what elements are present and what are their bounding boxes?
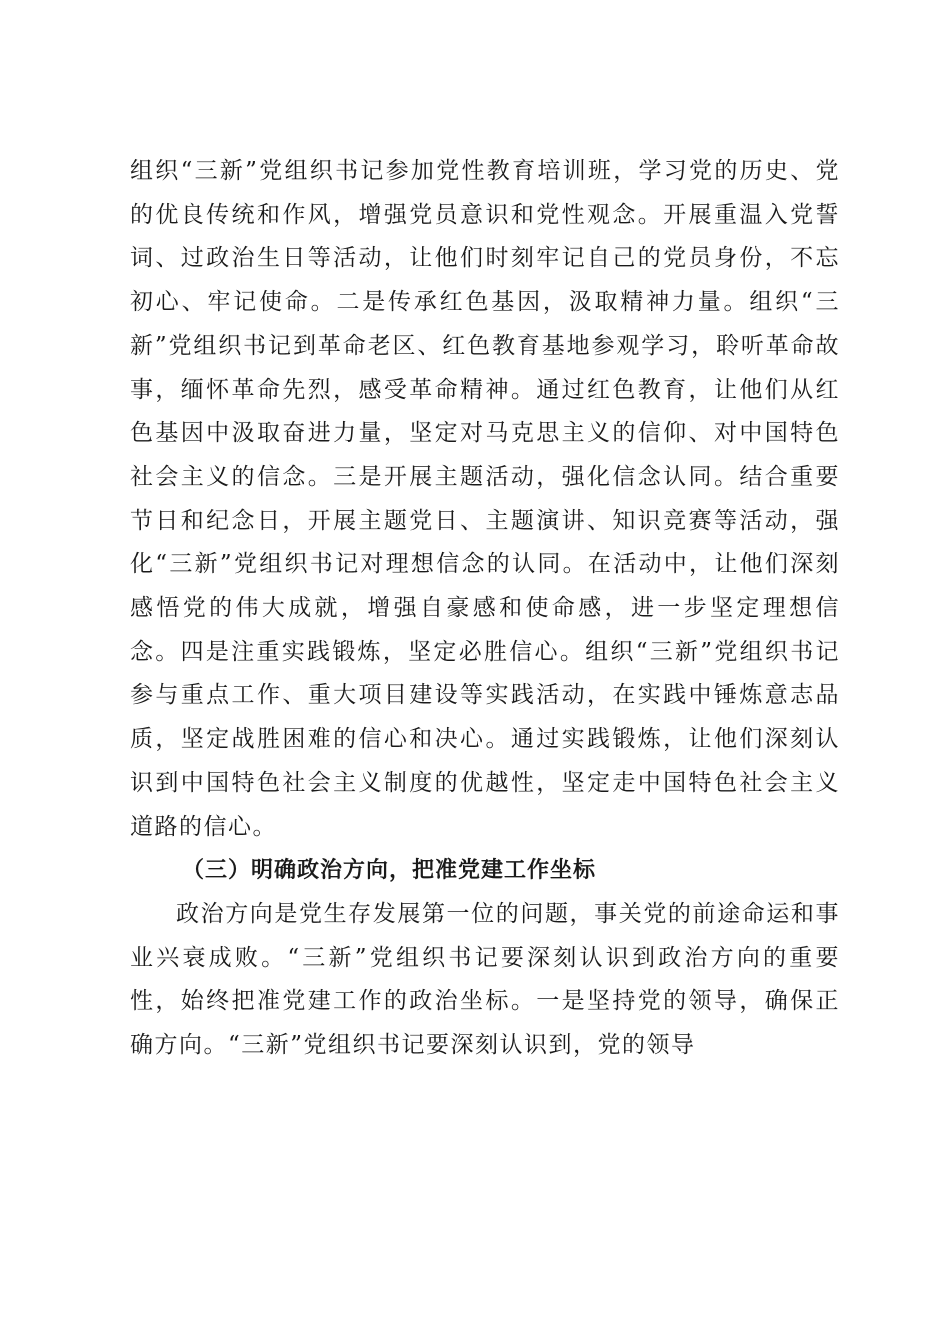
body-paragraph: 政治方向是党生存发展第一位的问题，事关党的前途命运和事业兴衰成败。“三新”党组织书记要深刻认识到政治方向的重要性，始终把准党建工作的政治坐标。一是坚持党的领导，确保正确方向。“三新”党组织书记要深刻认识到，党的领导 <box>130 900 840 1059</box>
document-body <box>130 150 840 1068</box>
section-heading: （三）明确政治方向，把准党建工作坐标 <box>182 858 597 884</box>
body-paragraph-continued: 组织“三新”党组织书记参加党性教育培训班，学习党的历史、党的优良传统和作风，增强党员意识和党性观念。开展重温入党誓词、过政治生日等活动，让他们时刻牢记自己的党员身份，不忘初心、牢记使命。二是传承红色基因，汲取精神力量。组织“三新”党组织书记到革命老区、红色教育基地参观学习，聆听革命故事，缅怀革命先烈，感受革命精神。通过红色教育，让他们从红色基因中汲取奋进力量，坚定对马克思主义的信仰、对中国特色社会主义的信念。三是开展主题活动，强化信念认同。结合重要节日和纪念日，开展主题党日、主题演讲、知识竞赛等活动，强化“三新”党组织书记对理想信念的认同。在活动中，让他们深刻感悟党的伟大成就，增强自豪感和使命感，进一步坚定理想信念。四是注重实践锻炼，坚定必胜信心。组织“三新”党组织书记参与重点工作、重大项目建设等实践活动，在实践中锤炼意志品质，坚定战胜困难的信心和决心。通过实践锻炼，让他们深刻认识到中国特色社会主义制度的优越性，坚定走中国特色社会主义道路的信心。 <box>130 158 840 840</box>
